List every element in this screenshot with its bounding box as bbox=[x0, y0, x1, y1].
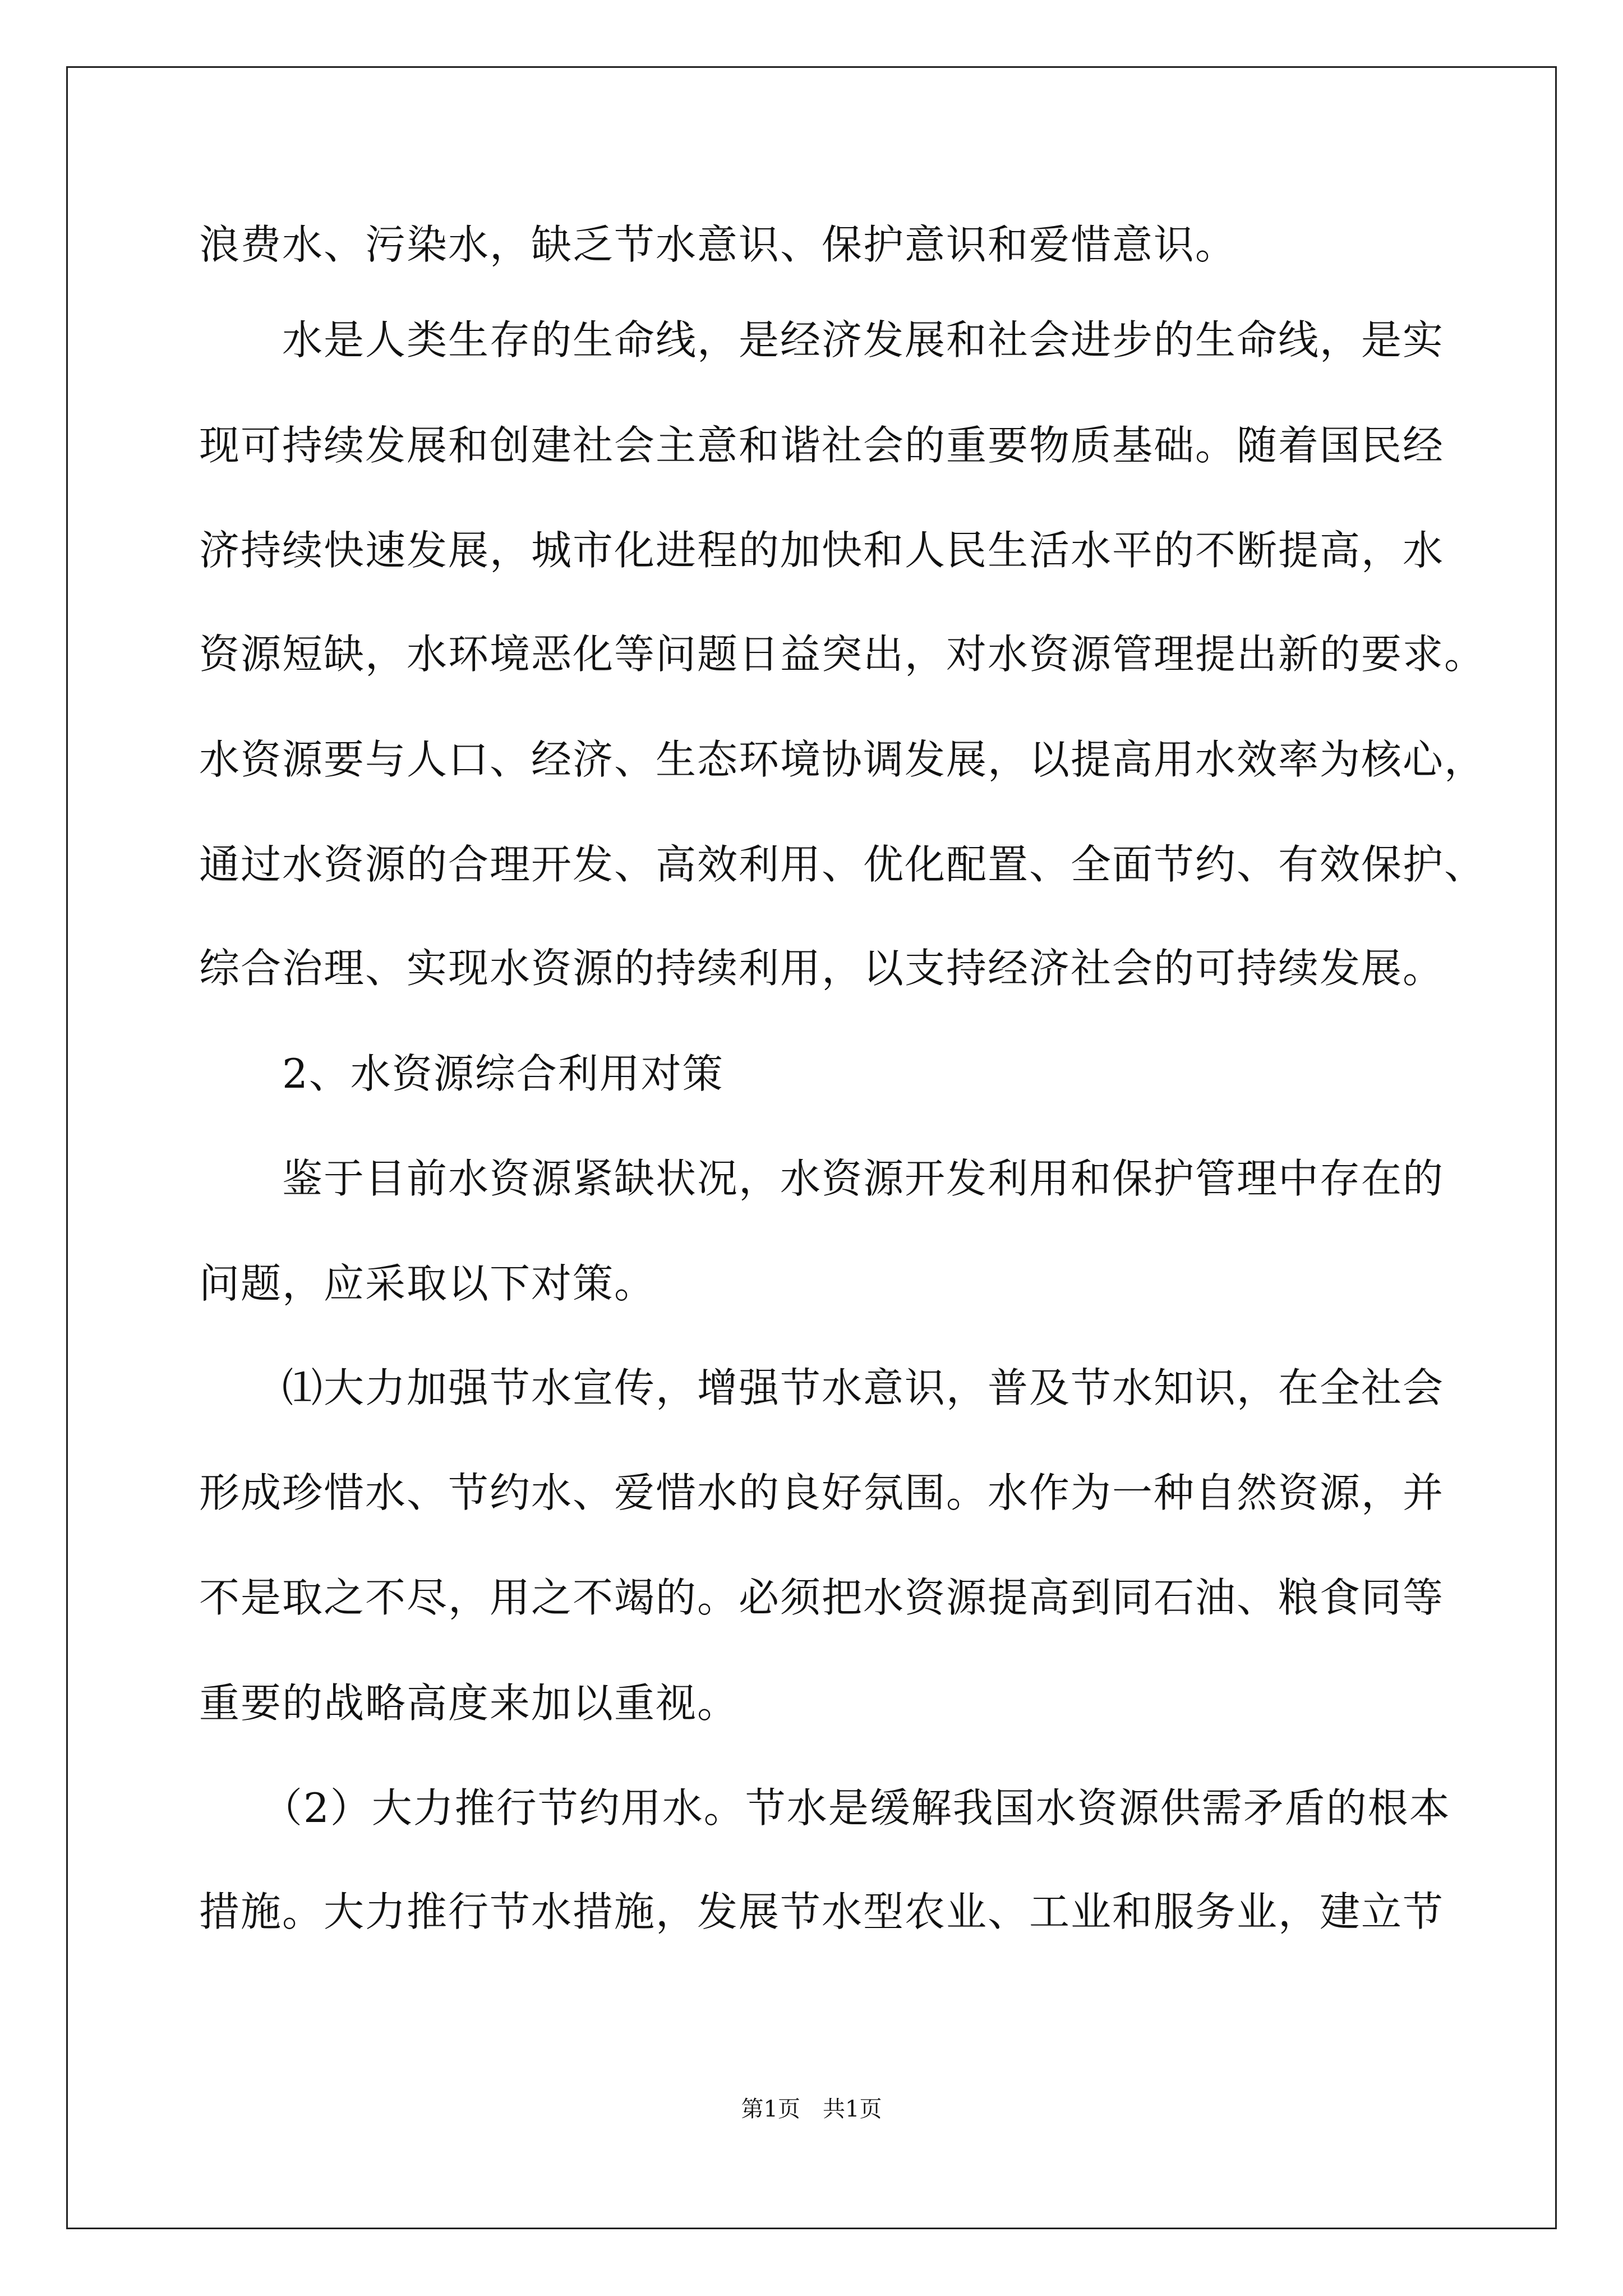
text-line-13: 形成珍惜水、节约水、爱惜水的良好氛围。水作为一种自然资源，并 bbox=[199, 1469, 1445, 1516]
text-line-15: 重要的战略高度来加以重视。 bbox=[199, 1680, 739, 1727]
text-line-7: 通过水资源的合理开发、高效利用、优化配置、全面节约、有效保护、 bbox=[199, 841, 1486, 888]
text-line-6: 水资源要与人口、经济、生态环境协调发展，以提高用水效率为核心， bbox=[199, 736, 1486, 783]
text-line-12: ⑴大力加强节水宣传，增强节水意识，普及节水知识，在全社会 bbox=[199, 1364, 1445, 1411]
text-line-2: 水是人类生存的生命线，是经济发展和社会进步的生命线，是实 bbox=[199, 316, 1445, 364]
text-line-1: 浪费水、污染水，缺乏节水意识、保护意识和爱惜意识。 bbox=[199, 221, 1237, 268]
text-line-3: 现可持续发展和创建社会主意和谐社会的重要物质基础。随着国民经 bbox=[199, 422, 1445, 469]
section-heading: 2、水资源综合利用对策 bbox=[199, 1050, 724, 1097]
text-line-17: 措施。大力推行节水措施，发展节水型农业、工业和服务业，建立节 bbox=[199, 1888, 1445, 1935]
text-line-11: 问题，应采取以下对策。 bbox=[199, 1260, 656, 1307]
text-line-10: 鉴于目前水资源紧缺状况，水资源开发利用和保护管理中存在的 bbox=[199, 1155, 1445, 1202]
text-line-16: （2）大力推行节约用水。节水是缓解我国水资源供需矛盾的根本 bbox=[199, 1784, 1451, 1832]
text-line-5: 资源短缺，水环境恶化等问题日益突出，对水资源管理提出新的要求。 bbox=[199, 631, 1486, 678]
text-line-8: 综合治理、实现水资源的持续利用，以支持经济社会的可持续发展。 bbox=[199, 945, 1445, 992]
page-footer: 第1页 共1页 bbox=[741, 2096, 882, 2122]
text-line-4: 济持续快速发展，城市化进程的加快和人民生活水平的不断提高，水 bbox=[199, 527, 1445, 574]
text-line-14: 不是取之不尽，用之不竭的。必须把水资源提高到同石油、粮食同等 bbox=[199, 1574, 1445, 1621]
